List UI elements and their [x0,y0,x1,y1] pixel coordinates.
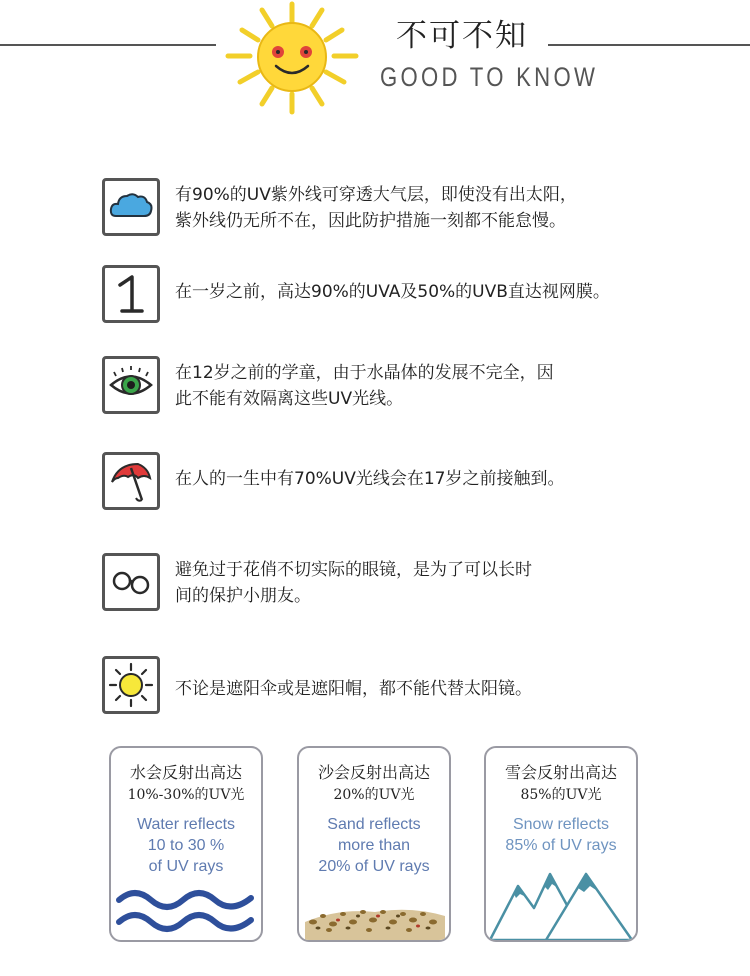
glasses-icon [108,559,154,605]
icon-frame [102,656,160,714]
icon-frame [102,265,160,323]
caption-line: Water reflects [136,816,236,833]
caption-line: of UV rays [148,858,224,875]
caption-line: 85% of UV rays [505,837,617,854]
text-line: 在12岁之前的学童，由于水晶体的发展不完全，因 [175,363,554,383]
card-title: 雪会反射出高达 [504,763,617,782]
header-divider-left [0,44,216,46]
list-item-text [175,182,655,234]
text-line: 在人的一生中有70%UV光线会在17岁之前接触到。 [175,469,565,489]
list-item [102,356,662,420]
icon-frame [102,553,160,611]
caption-line: Sand reflects [327,816,421,833]
card-subtitle: 10%-30%的UV光 [127,787,245,803]
list-item-text [175,557,655,609]
sand-card [297,746,451,942]
sun-icon [108,662,154,708]
number-one-icon [108,271,154,317]
water-card [109,746,263,942]
text-line: 有90%的UV紫外线可穿透大气层，即使没有出太阳， [175,185,577,205]
list-item [102,265,662,329]
card-subtitle: 20%的UV光 [333,787,415,803]
text-line: 间的保护小朋友。 [175,586,311,606]
list-item-text [175,360,655,412]
list-item [102,553,662,617]
header [0,0,750,130]
header-divider-right [548,44,750,46]
card-subtitle: 85%的UV光 [520,787,602,803]
sand-icon [299,850,449,940]
snow-card [484,746,638,942]
list-item [102,452,662,516]
icon-frame [102,356,160,414]
card-title: 沙会反射出高达 [317,763,430,782]
text-line: 不论是遮阳伞或是遮阳帽，都不能代替太阳镜。 [175,679,532,699]
text-line: 在一岁之前，高达90%的UVA及50%的UVB直达视网膜。 [175,282,610,302]
caption-line: Snow reflects [512,816,610,833]
eye-icon [108,362,154,408]
smiling-sun-icon [222,0,362,118]
text-line: 紫外线仍无所不在，因此防护措施一刻都不能怠慢。 [175,211,566,231]
umbrella-icon [108,458,154,504]
text-line: 避免过于花俏不切实际的眼镜，是为了可以长时 [175,560,532,580]
caption-line: 20% of UV rays [318,858,430,875]
page-title: 不可不知 [396,18,528,54]
list-item [102,178,662,242]
card-title: 水会反射出高达 [129,763,242,782]
waves-icon [111,850,261,940]
mountains-icon [486,850,636,940]
list-item-text [175,676,655,702]
list-item [102,656,662,720]
caption-line: 10 to 30 % [147,837,225,854]
cloud-icon [108,184,154,230]
icon-frame [102,178,160,236]
icon-frame [102,452,160,510]
caption-line: more than [337,837,411,854]
list-item-text [175,279,655,305]
list-item-text [175,466,655,492]
text-line: 此不能有效隔离这些UV光线。 [175,389,404,409]
page-subtitle: GOOD TO KNOW [380,62,599,92]
